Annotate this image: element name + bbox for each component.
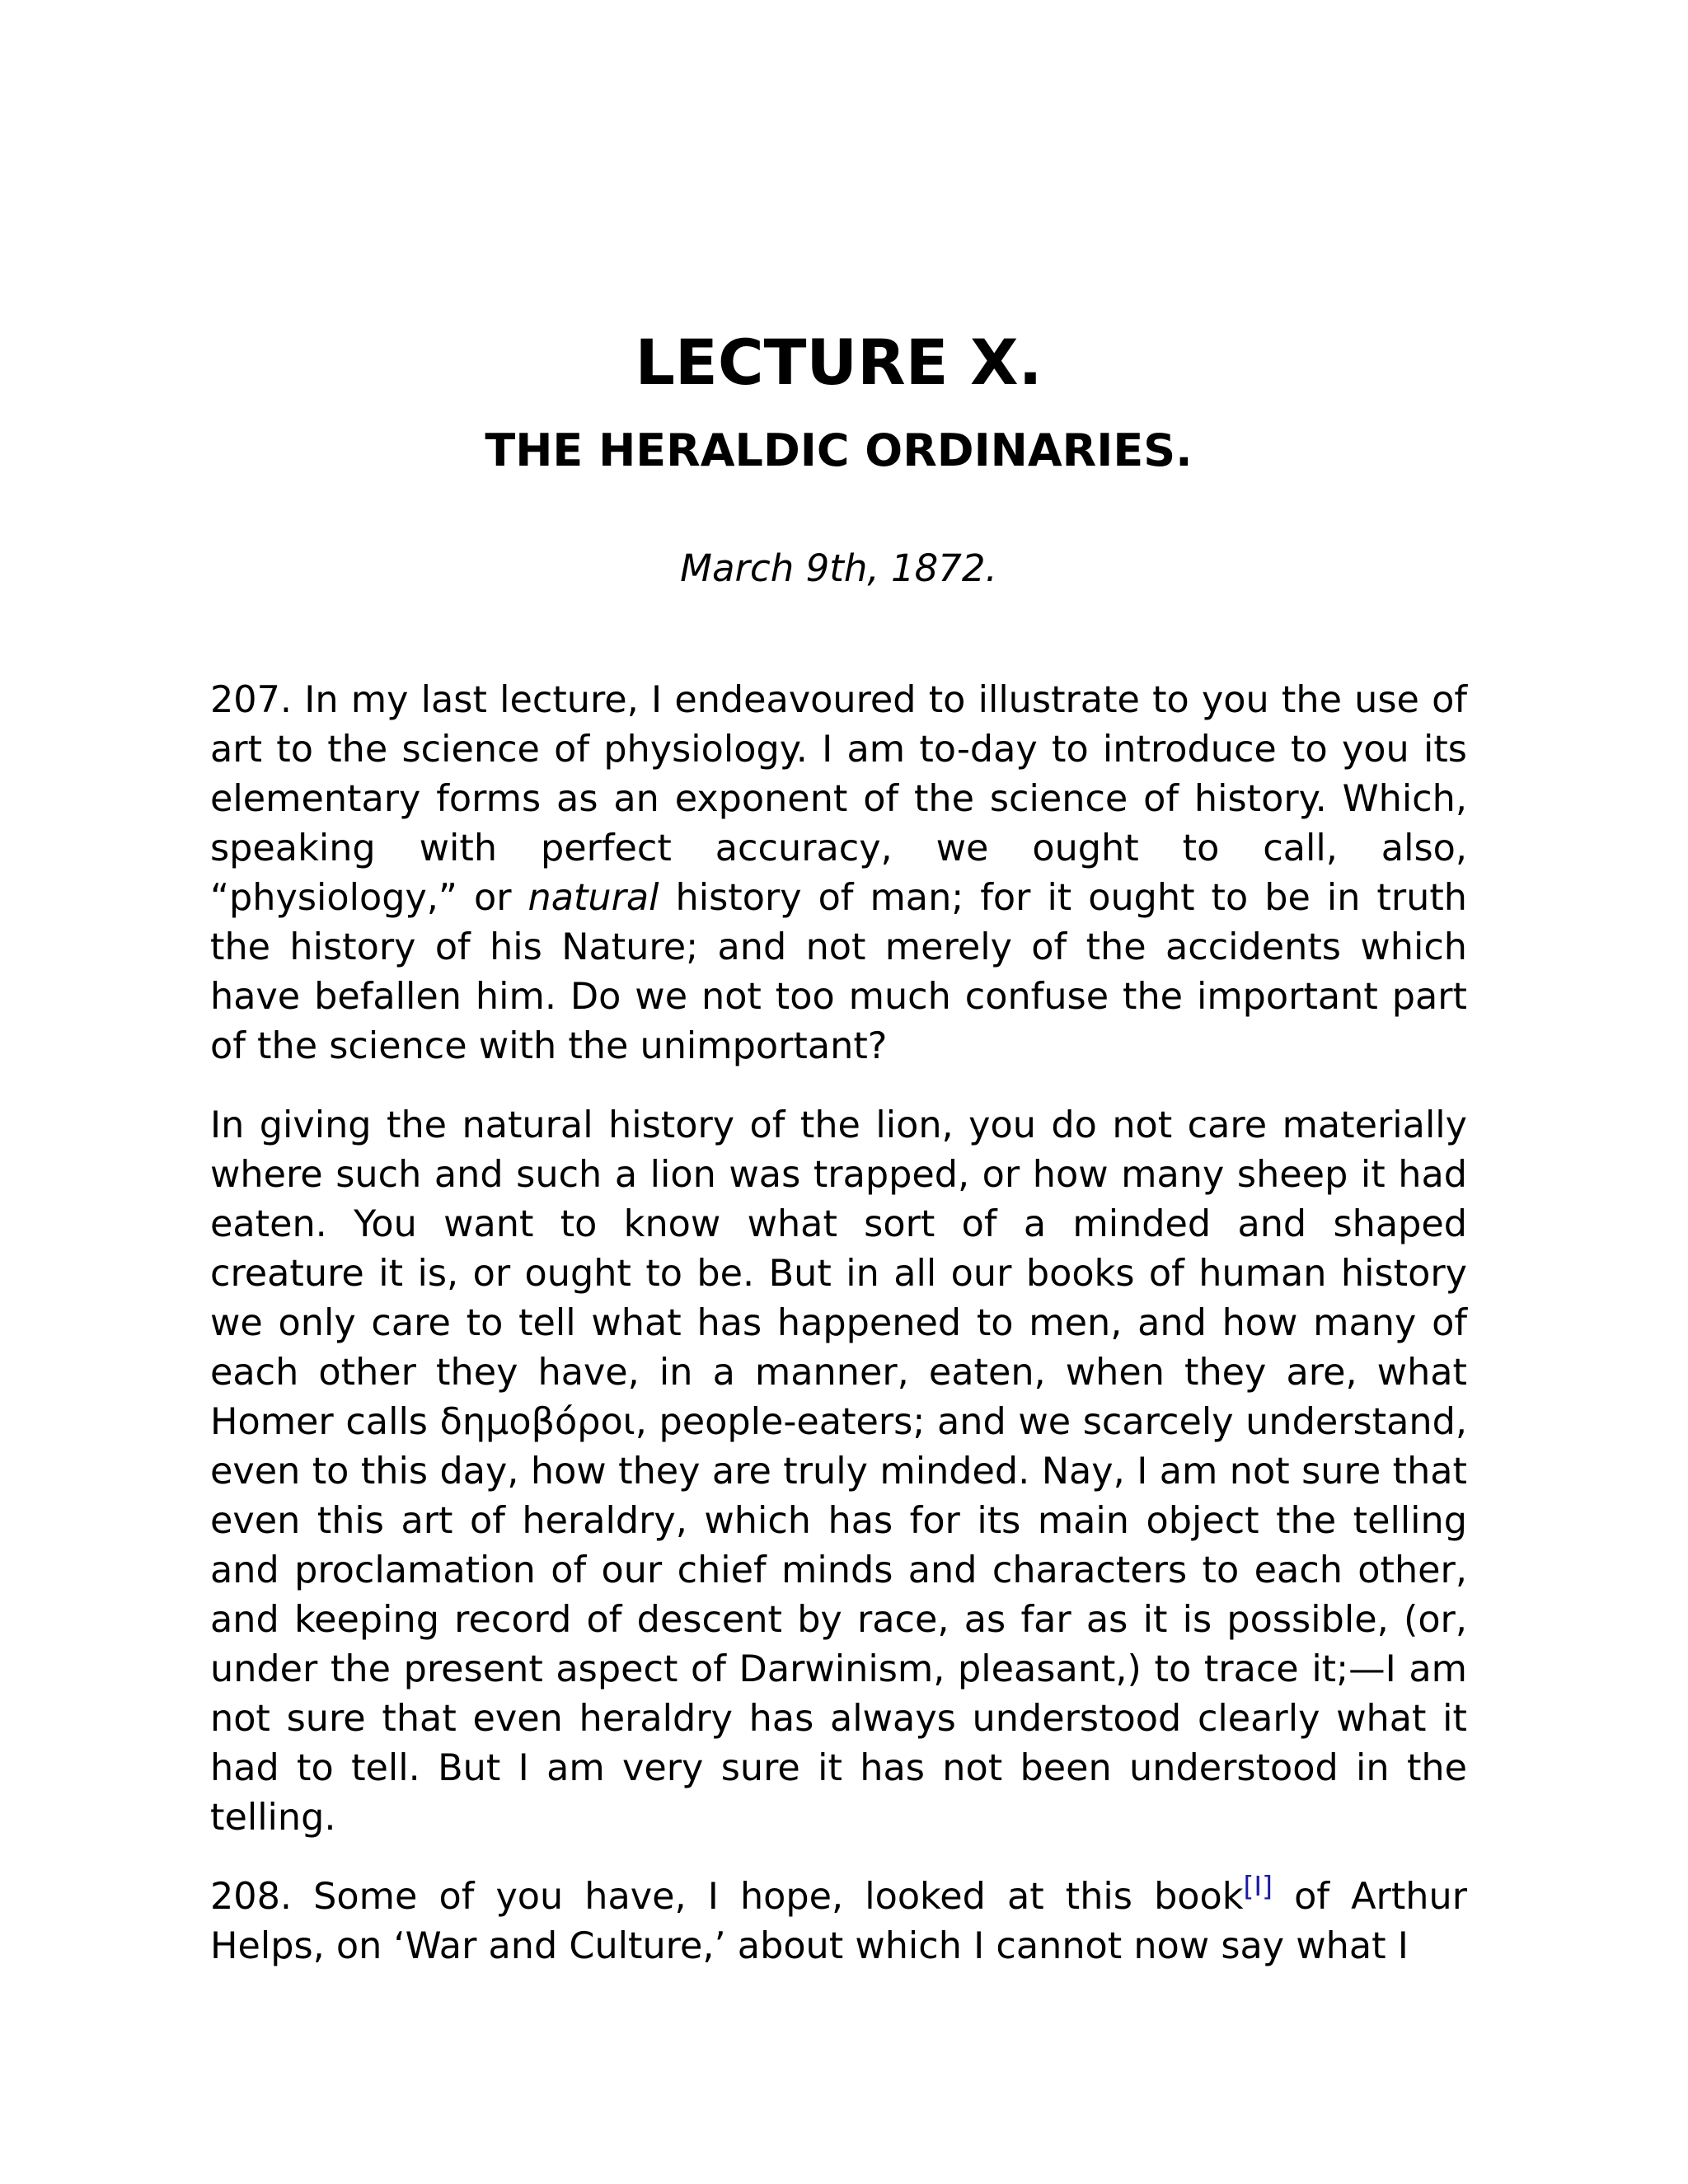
paragraph-lion [210, 1101, 1467, 1843]
lecture-title: LECTURE X. [635, 326, 1043, 399]
paragraph-208 [210, 1872, 1467, 1971]
paragraph-text: history of man; for it ought to be in truth the history of his Nature; and not merely of the accidents which have befallen him. Do we not too much confuse the important part of the science with the unimportant? [210, 877, 1467, 1067]
paragraph-text: 207. In my last lecture, I endeavoured to illustrate to you the use of art to the science of physiology. I am to-day to introduce to you its elementary forms as an exponent of the science of history. Which, speaking with perfect accuracy, we ought to call, also, “physiology,” or [210, 679, 1467, 919]
body-text [210, 676, 1467, 2001]
lecture-subtitle: THE HERALDIC ORDINARIES. [485, 424, 1193, 476]
paragraph-text: of Arthur Helps, on ‘War and Culture,’ about which I cannot now say what I [210, 1876, 1467, 1967]
paragraph-207 [210, 676, 1467, 1071]
lecture-date: March 9th, 1872. [680, 546, 997, 590]
paragraph-text: In giving the natural history of the lion, you do not care materially where such and such a lion was trapped, or how many sheep it had eaten. You want to know what sort of a minded and shaped creature it is, or ought to be. But in all our books of human history we only care to tell what has happened to men, and how many of each other they have, in a manner, eaten, when they are, what Homer calls δημοβόροι, people-eaters; and we scarcely understand, even to this day, how they are truly minded. Nay, I am not sure that even this art of heraldry, which has for its main object the telling and proclamation of our chief minds and characters to each other, and keeping record of descent by race, as far as it is possible, (or, under the present aspect of Darwinism, pleasant,) to trace it;—I am not sure that even heraldry has always understood clearly what it had to tell. But I am very sure it has not been understood in the telling. [210, 1104, 1467, 1839]
paragraph-text: 208. Some of you have, I hope, looked at this book [210, 1876, 1244, 1918]
emphasis-natural: natural [528, 877, 659, 919]
footnote-link[interactable]: [I] [1243, 1870, 1273, 1903]
